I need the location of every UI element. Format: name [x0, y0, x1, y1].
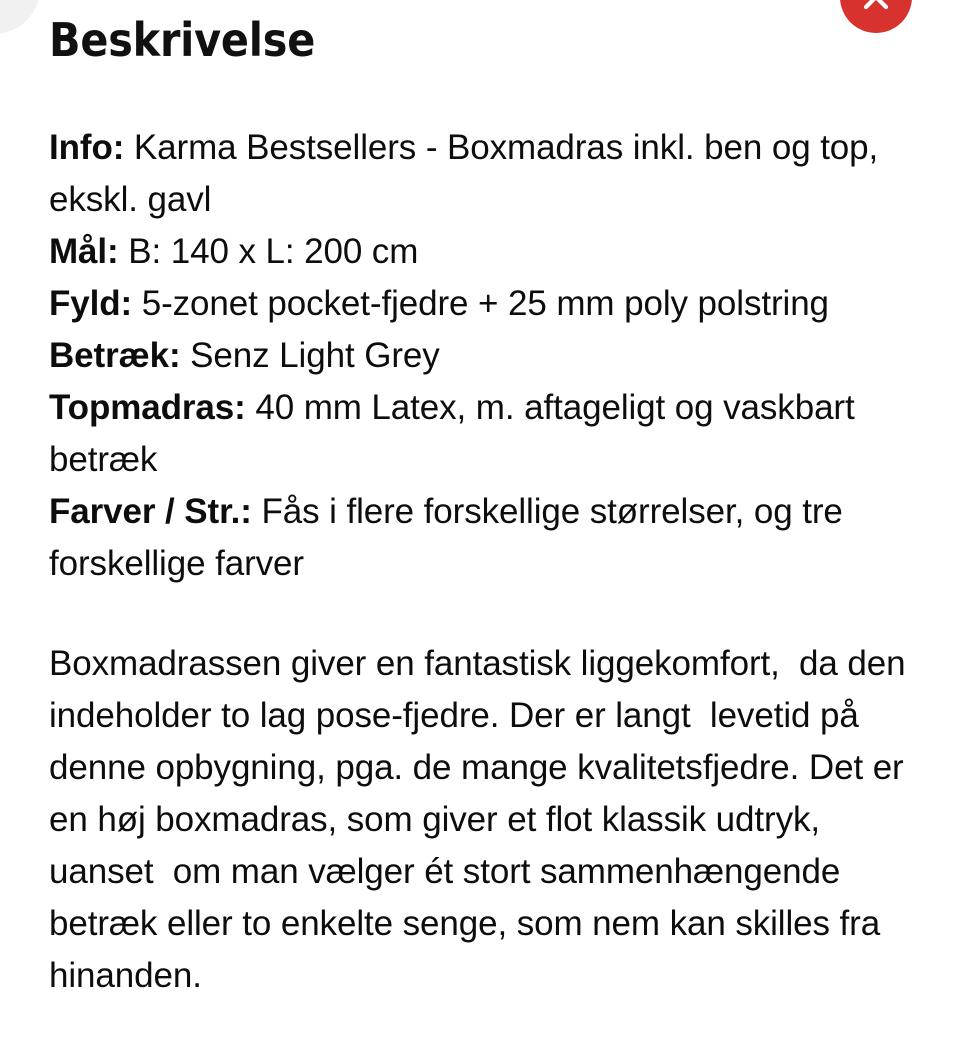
corner-tint-decoration [0, 0, 40, 34]
spec-value-info: Karma Bestsellers - Boxmadras inkl. ben og top, ekskl. gavl [49, 128, 888, 219]
spec-label-farver-str: Farver / Str.: [49, 492, 252, 531]
spec-label-fyld: Fyld: [49, 284, 133, 323]
chevron-up-icon [861, 0, 891, 18]
specification-list [49, 122, 894, 590]
spec-value-maal: B: 140 x L: 200 cm [118, 232, 419, 271]
spec-label-topmadras: Topmadras: [49, 388, 246, 427]
spec-row-fyld [49, 278, 894, 330]
spec-row-topmadras [49, 382, 894, 486]
spec-value-betraek: Senz Light Grey [180, 336, 440, 375]
spec-value-fyld: 5-zonet pocket-fjedre + 25 mm poly polstring [132, 284, 829, 323]
spec-label-info: Info: [49, 128, 125, 167]
description-body [49, 638, 916, 1002]
spec-row-maal [49, 226, 894, 278]
scroll-to-top-button[interactable] [840, 0, 912, 33]
spec-label-betraek: Betræk: [49, 336, 181, 375]
spec-row-betraek [49, 330, 894, 382]
description-paragraph: Boxmadrassen giver en fantastisk liggekomfort, da den indeholder to lag pose-fjedre. Der er langt levetid på denne opbygning, pga. de mange kvalitetsfjedre. Det er en høj boxmadras, som giver et flot klassik udtryk, uanset om man vælger ét stort sammenhængende betræk eller to enkelte senge, som nem kan skilles fra hinanden. [49, 644, 916, 995]
spec-value-farver-str: Fås i flere forskellige størrelser, og tre forskellige farver [49, 492, 853, 583]
page-title: Beskrivelse [49, 13, 316, 67]
spec-row-info [49, 122, 894, 226]
spec-value-topmadras: 40 mm Latex, m. aftageligt og vaskbart betræk [49, 388, 865, 479]
spec-row-farver-str [49, 486, 894, 590]
spec-label-maal: Mål: [49, 232, 119, 271]
